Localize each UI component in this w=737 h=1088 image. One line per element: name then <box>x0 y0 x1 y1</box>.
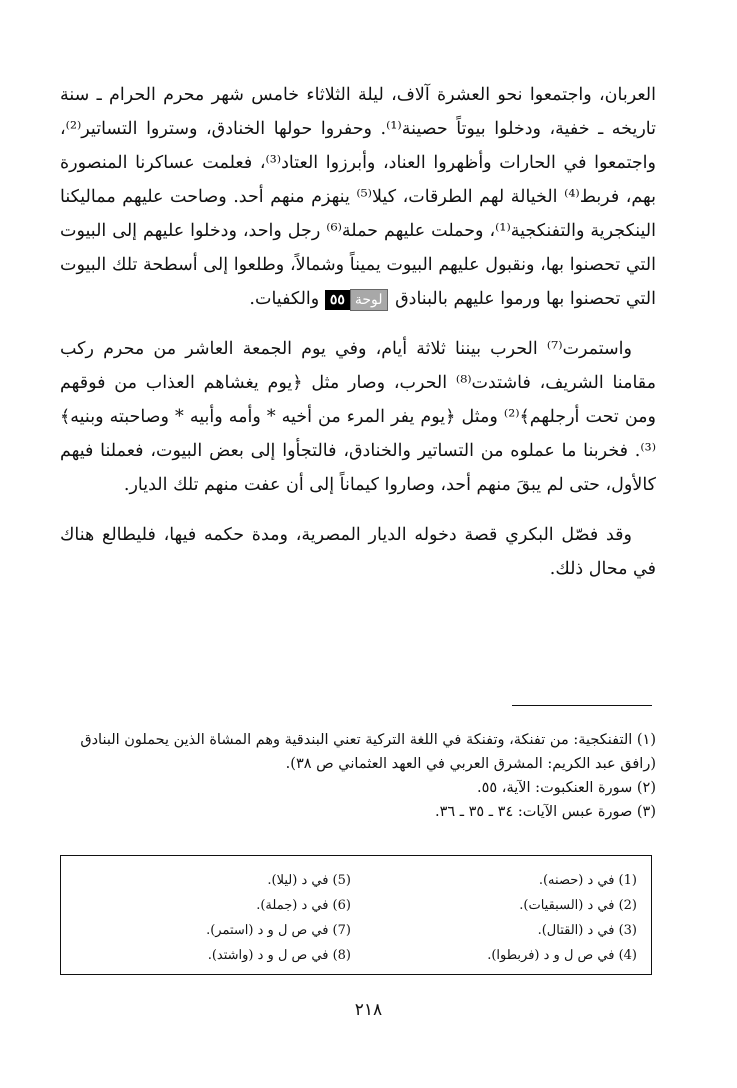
variant-3: (3) في د (القتال). <box>537 923 637 938</box>
footnotes <box>60 728 656 824</box>
variant-4: (4) في ص ل و د (فربطوا). <box>487 948 637 963</box>
variant-8: (8) في ص ل و د (واشتد). <box>207 948 351 963</box>
variant-2: (2) في د (السبقيات). <box>519 898 637 913</box>
main-text <box>60 78 656 602</box>
footnote-1: (١) التفنكجية: من تفنكة، وتفنكة في اللغة التركية تعني البندقية وهم المشاة الذين يحملون البنادق (رافق عبد الكريم: المشرق العربي في العهد العثماني ص ٣٨). <box>80 732 656 772</box>
variant-7: (7) في ص ل و د (استمر). <box>206 923 351 938</box>
page-number: ٢١٨ <box>354 1000 383 1020</box>
variants-left-column <box>81 868 351 968</box>
plate-label: لوحة <box>350 289 388 311</box>
paragraph-3: وقد فصّل البكري قصة دخوله الديار المصرية، ومدة حكمه فيها، فليطالع هناك في محال ذلك. <box>60 525 656 579</box>
manuscript-variants-box <box>60 855 652 975</box>
variant-6: (6) في د (جملة). <box>256 898 351 913</box>
footnote-divider <box>512 705 652 706</box>
paragraph-1-end: والكفيات. <box>249 289 320 309</box>
footnote-3: (٣) صورة عبس الآيات: ٣٤ ـ ٣٥ ـ ٣٦. <box>434 804 656 820</box>
footnote-2: (٢) سورة العنكبوت: الآية، ٥٥. <box>476 780 656 796</box>
variant-5: (5) في د (ليلا). <box>267 873 351 888</box>
paragraph-2: واستمرت⁽⁷⁾ الحرب بيننا ثلاثة أيام، وفي يوم الجمعة العاشر من محرم ركب مقامنا الشريف، فاشتدت⁽⁸⁾ الحرب، وصار مثل ﴿يوم يغشاهم العذاب من فوقهم ومن تحت أرجلهم﴾⁽²⁾ ومثل ﴿يوم يفر المرء من أخيه * وأمه وأبيه * وصاحبته وبنيه﴾⁽³⁾. فخربنا ما عملوه من التساتير والخنادق، فالتجأوا إلى بعض البيوت، فعملنا فيهم كالأول، حتى لم يبقَ منهم أحد، وصاروا كيماناً إلى أن عفت منهم تلك الديار. <box>60 339 657 495</box>
paragraph-1-text: العربان، واجتمعوا نحو العشرة آلاف، ليلة الثلاثاء خامس شهر محرم الحرام ـ سنة تاريخه ـ خفية، ودخلوا بيوتاً حصينة⁽¹⁾. وحفروا حولها الخنادق، وستروا التساتير⁽²⁾، واجتمعوا في الحارات وأظهروا العناد، وأبرزوا العتاد⁽³⁾، فعلمت عساكرنا المنصورة بهم، فربط⁽⁴⁾ الخيالة لهم الطرقات، كيلا⁽⁵⁾ ينهزم منهم أحد. وصاحت عليهم مماليكنا الينكجرية والتفنكجية⁽¹⁾، وحملت عليهم حملة⁽⁶⁾ رجل واحد، ودخلوا عليهم إلى البيوت التي تحصنوا بها، ونقبول عليهم البيوت يميناً وشمالاً، وطلعوا إلى أسطحة تلك البيوت التي تحصنوا بها ورموا عليهم بالبنادق <box>60 85 657 309</box>
plate-number: ٥٥ <box>325 290 350 310</box>
variant-1: (1) في د (حصنه). <box>538 873 637 888</box>
variants-right-column <box>367 868 637 968</box>
paragraph-1 <box>60 78 656 316</box>
